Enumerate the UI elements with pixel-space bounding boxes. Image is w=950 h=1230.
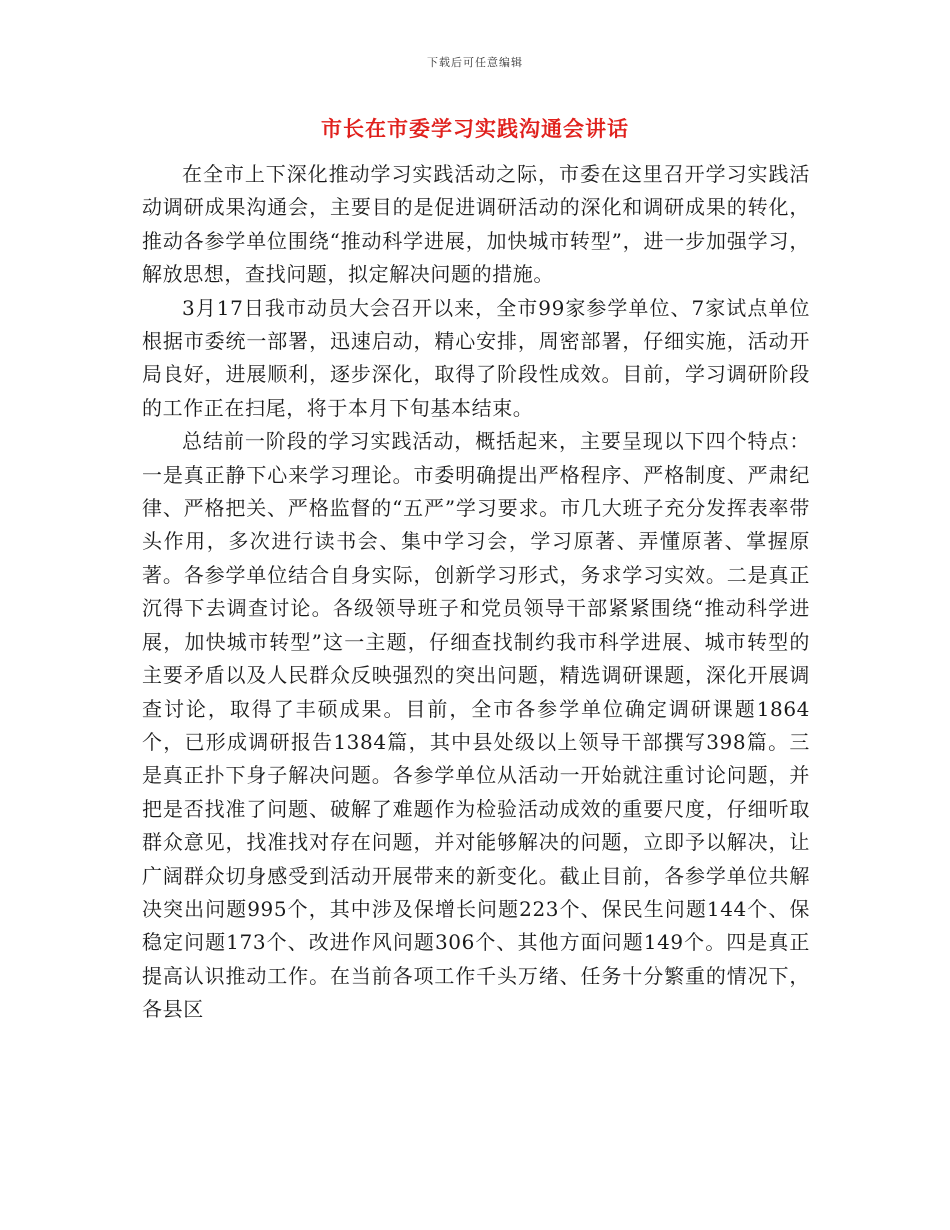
document-body [142, 158, 810, 1027]
paragraph-3: 总结前一阶段的学习实践活动，概括起来，主要呈现以下四个特点：一是真正静下心来学习理论。市委明确提出严格程序、严格制度、严肃纪律、严格把关、严格监督的“五严”学习要求。市几大班子充分发挥表率带头作用，多次进行读书会、集中学习会，学习原著、弄懂原著、掌握原著。各参学单位结合自身实际，创新学习形式，务求学习实效。二是真正沉得下去调查讨论。各级领导班子和党员领导干部紧紧围绕“推动科学进展，加快城市转型”这一主题，仔细查找制约我市科学进展、城市转型的主要矛盾以及人民群众反映强烈的突出问题，精选调研课题，深化开展调查讨论，取得了丰硕成果。目前，全市各参学单位确定调研课题1864个，已形成调研报告1384篇，其中县处级以上领导干部撰写398篇。三是真正扑下身子解决问题。各参学单位从活动一开始就注重讨论问题，并把是否找准了问题、破解了难题作为检验活动成效的重要尺度，仔细听取群众意见，找准找对存在问题，并对能够解决的问题，立即予以解决，让广阔群众切身感受到活动开展带来的新变化。截止目前，各参学单位共解决突出问题995个，其中涉及保增长问题223个、保民生问题144个、保稳定问题173个、改进作风问题306个、其他方面问题149个。四是真正提高认识推动工作。在当前各项工作千头万绪、任务十分繁重的情况下，各县区 [142, 429, 810, 1022]
document-title: 市长在市委学习实践沟通会讲话 [321, 116, 629, 141]
paragraph-2: 3月17日我市动员大会召开以来，全市99家参学单位、7家试点单位根据市委统一部署，迅速启动，精心安排，周密部署，仔细实施，活动开局良好，进展顺利，逐步深化，取得了阶段性成效。目前，学习调研阶段的工作正在扫尾，将于本月下旬基本结束。 [142, 295, 810, 420]
page-header-note: 下载后可任意编辑 [427, 56, 523, 69]
paragraph-1: 在全市上下深化推动学习实践活动之际，市委在这里召开学习实践活动调研成果沟通会，主要目的是促进调研活动的深化和调研成果的转化，推动各参学单位围绕“推动科学进展，加快城市转型”，进一步加强学习，解放思想，查找问题，拟定解决问题的措施。 [142, 162, 810, 287]
